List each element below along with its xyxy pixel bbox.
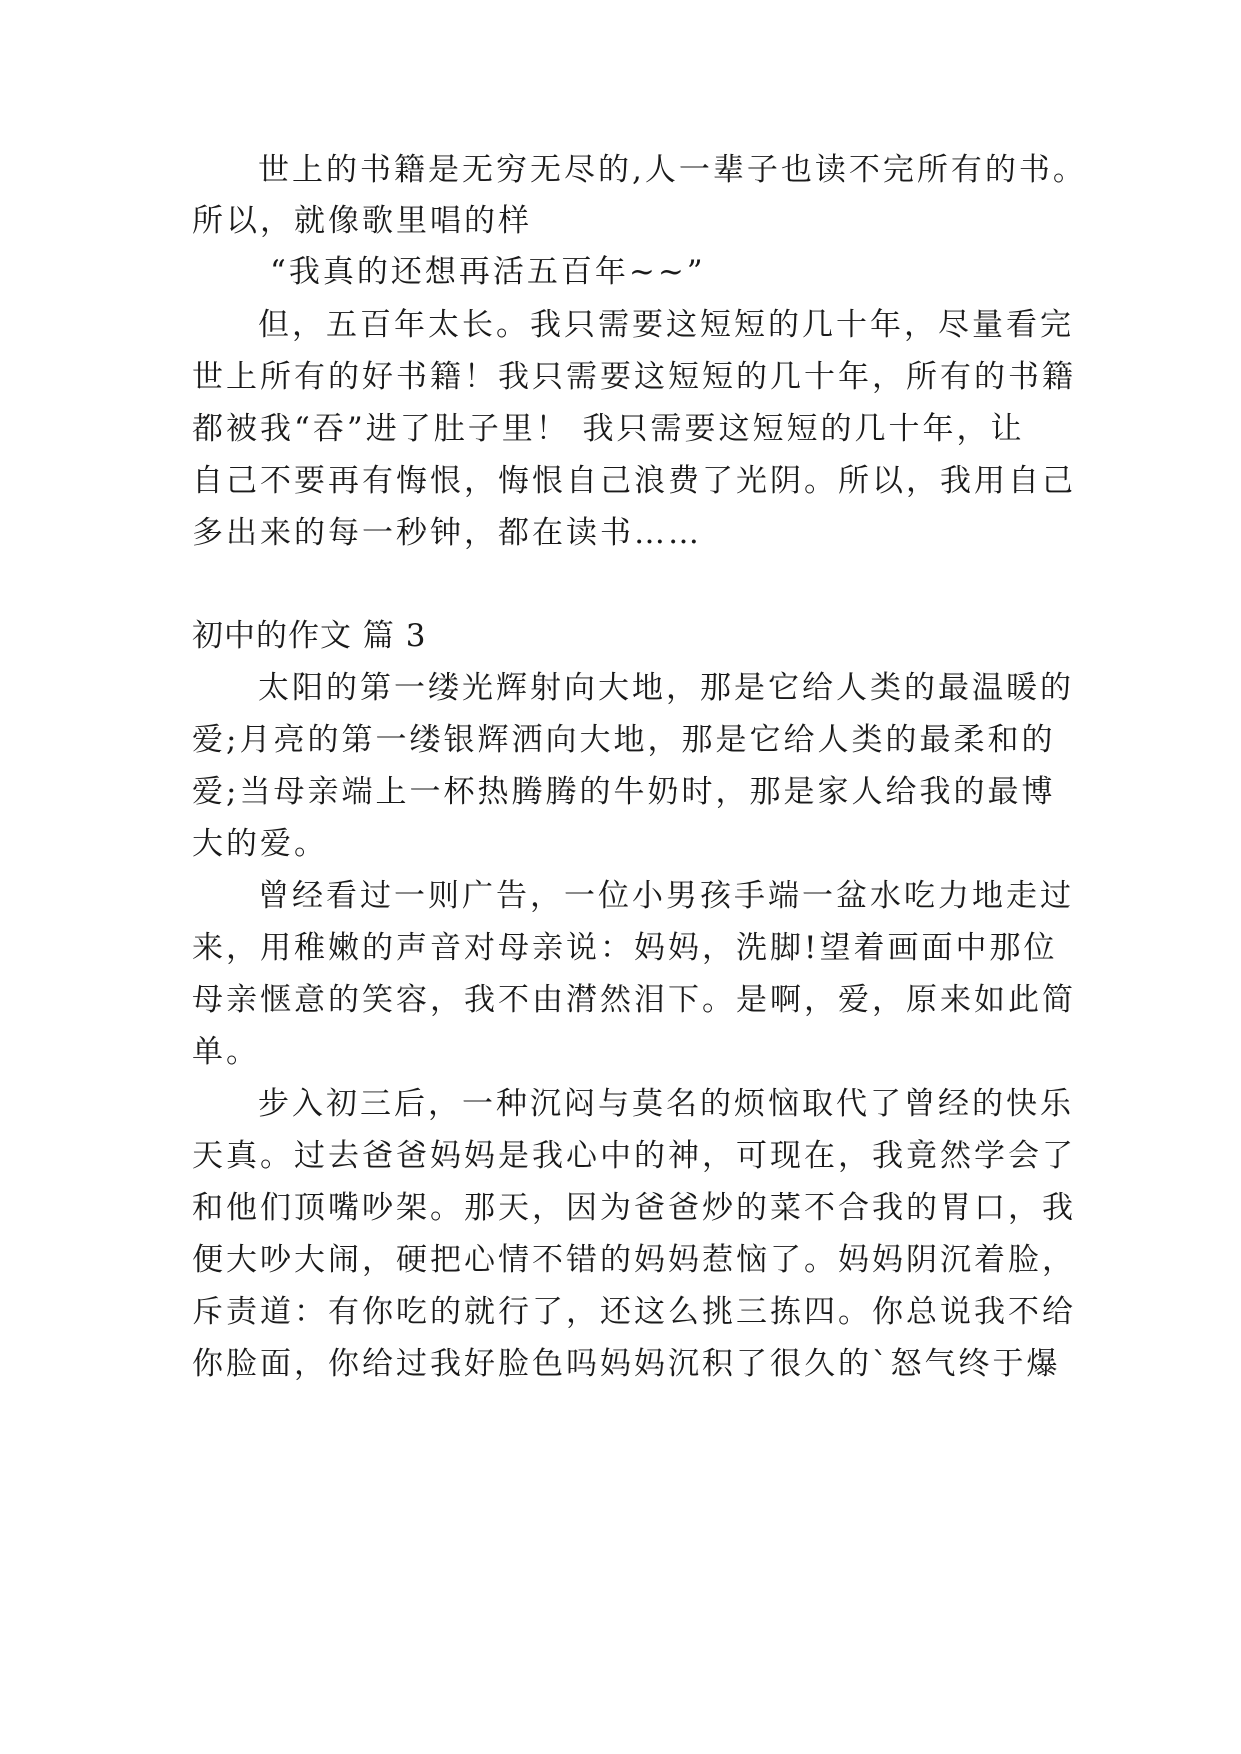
paragraph-line: 步入初三后，一种沉闷与莫名的烦恼取代了曾经的快乐 <box>258 1086 1074 1122</box>
paragraph-line: 但，五百年太长。我只需要这短短的几十年，尽量看完 <box>258 307 1074 343</box>
paragraph-line: 都被我“吞”进了肚子里！ 我只需要这短短的几十年，让 <box>192 411 1025 447</box>
paragraph-line: 太阳的第一缕光辉射向大地，那是它给人类的最温暖的 <box>258 670 1074 706</box>
paragraph-line: 所以，就像歌里唱的样 <box>192 203 532 239</box>
paragraph-line: 多出来的每一秒钟，都在读书…… <box>192 515 702 551</box>
section-heading: 初中的作文 篇 3 <box>192 618 427 654</box>
paragraph-line: 曾经看过一则广告，一位小男孩手端一盆水吃力地走过 <box>258 878 1074 914</box>
paragraph-line: 自己不要再有悔恨，悔恨自己浪费了光阴。所以，我用自己 <box>192 463 1076 499</box>
paragraph-line: 世上的书籍是无穷无尽的,人一辈子也读不完所有的书。 <box>258 152 1087 188</box>
paragraph-line: 母亲惬意的笑容，我不由潸然泪下。是啊，爱，原来如此简 <box>192 982 1076 1018</box>
paragraph-line: 单。 <box>192 1034 260 1070</box>
paragraph-line: 爱;月亮的第一缕银辉洒向大地，那是它给人类的最柔和的 <box>192 722 1056 758</box>
paragraph-line: 来，用稚嫩的声音对母亲说：妈妈，洗脚!望着画面中那位 <box>192 930 1058 966</box>
paragraph-line: 大的爱。 <box>192 826 328 862</box>
paragraph-line: 世上所有的好书籍！我只需要这短短的几十年，所有的书籍 <box>192 359 1076 395</box>
paragraph-line: 和他们顶嘴吵架。那天，因为爸爸炒的菜不合我的胃口，我 <box>192 1190 1076 1226</box>
paragraph-line: 便大吵大闹，硬把心情不错的妈妈惹恼了。妈妈阴沉着脸， <box>192 1242 1076 1278</box>
paragraph-line: 你脸面，你给过我好脸色吗妈妈沉积了很久的`怒气终于爆 <box>192 1346 1061 1382</box>
paragraph-line: 天真。过去爸爸妈妈是我心中的神，可现在，我竟然学会了 <box>192 1138 1076 1174</box>
paragraph-line: 爱;当母亲端上一杯热腾腾的牛奶时，那是家人给我的最博 <box>192 774 1056 810</box>
paragraph-line: 斥责道：有你吃的就行了，还这么挑三拣四。你总说我不给 <box>192 1294 1076 1330</box>
song-quote: “我真的还想再活五百年~~” <box>270 254 706 290</box>
